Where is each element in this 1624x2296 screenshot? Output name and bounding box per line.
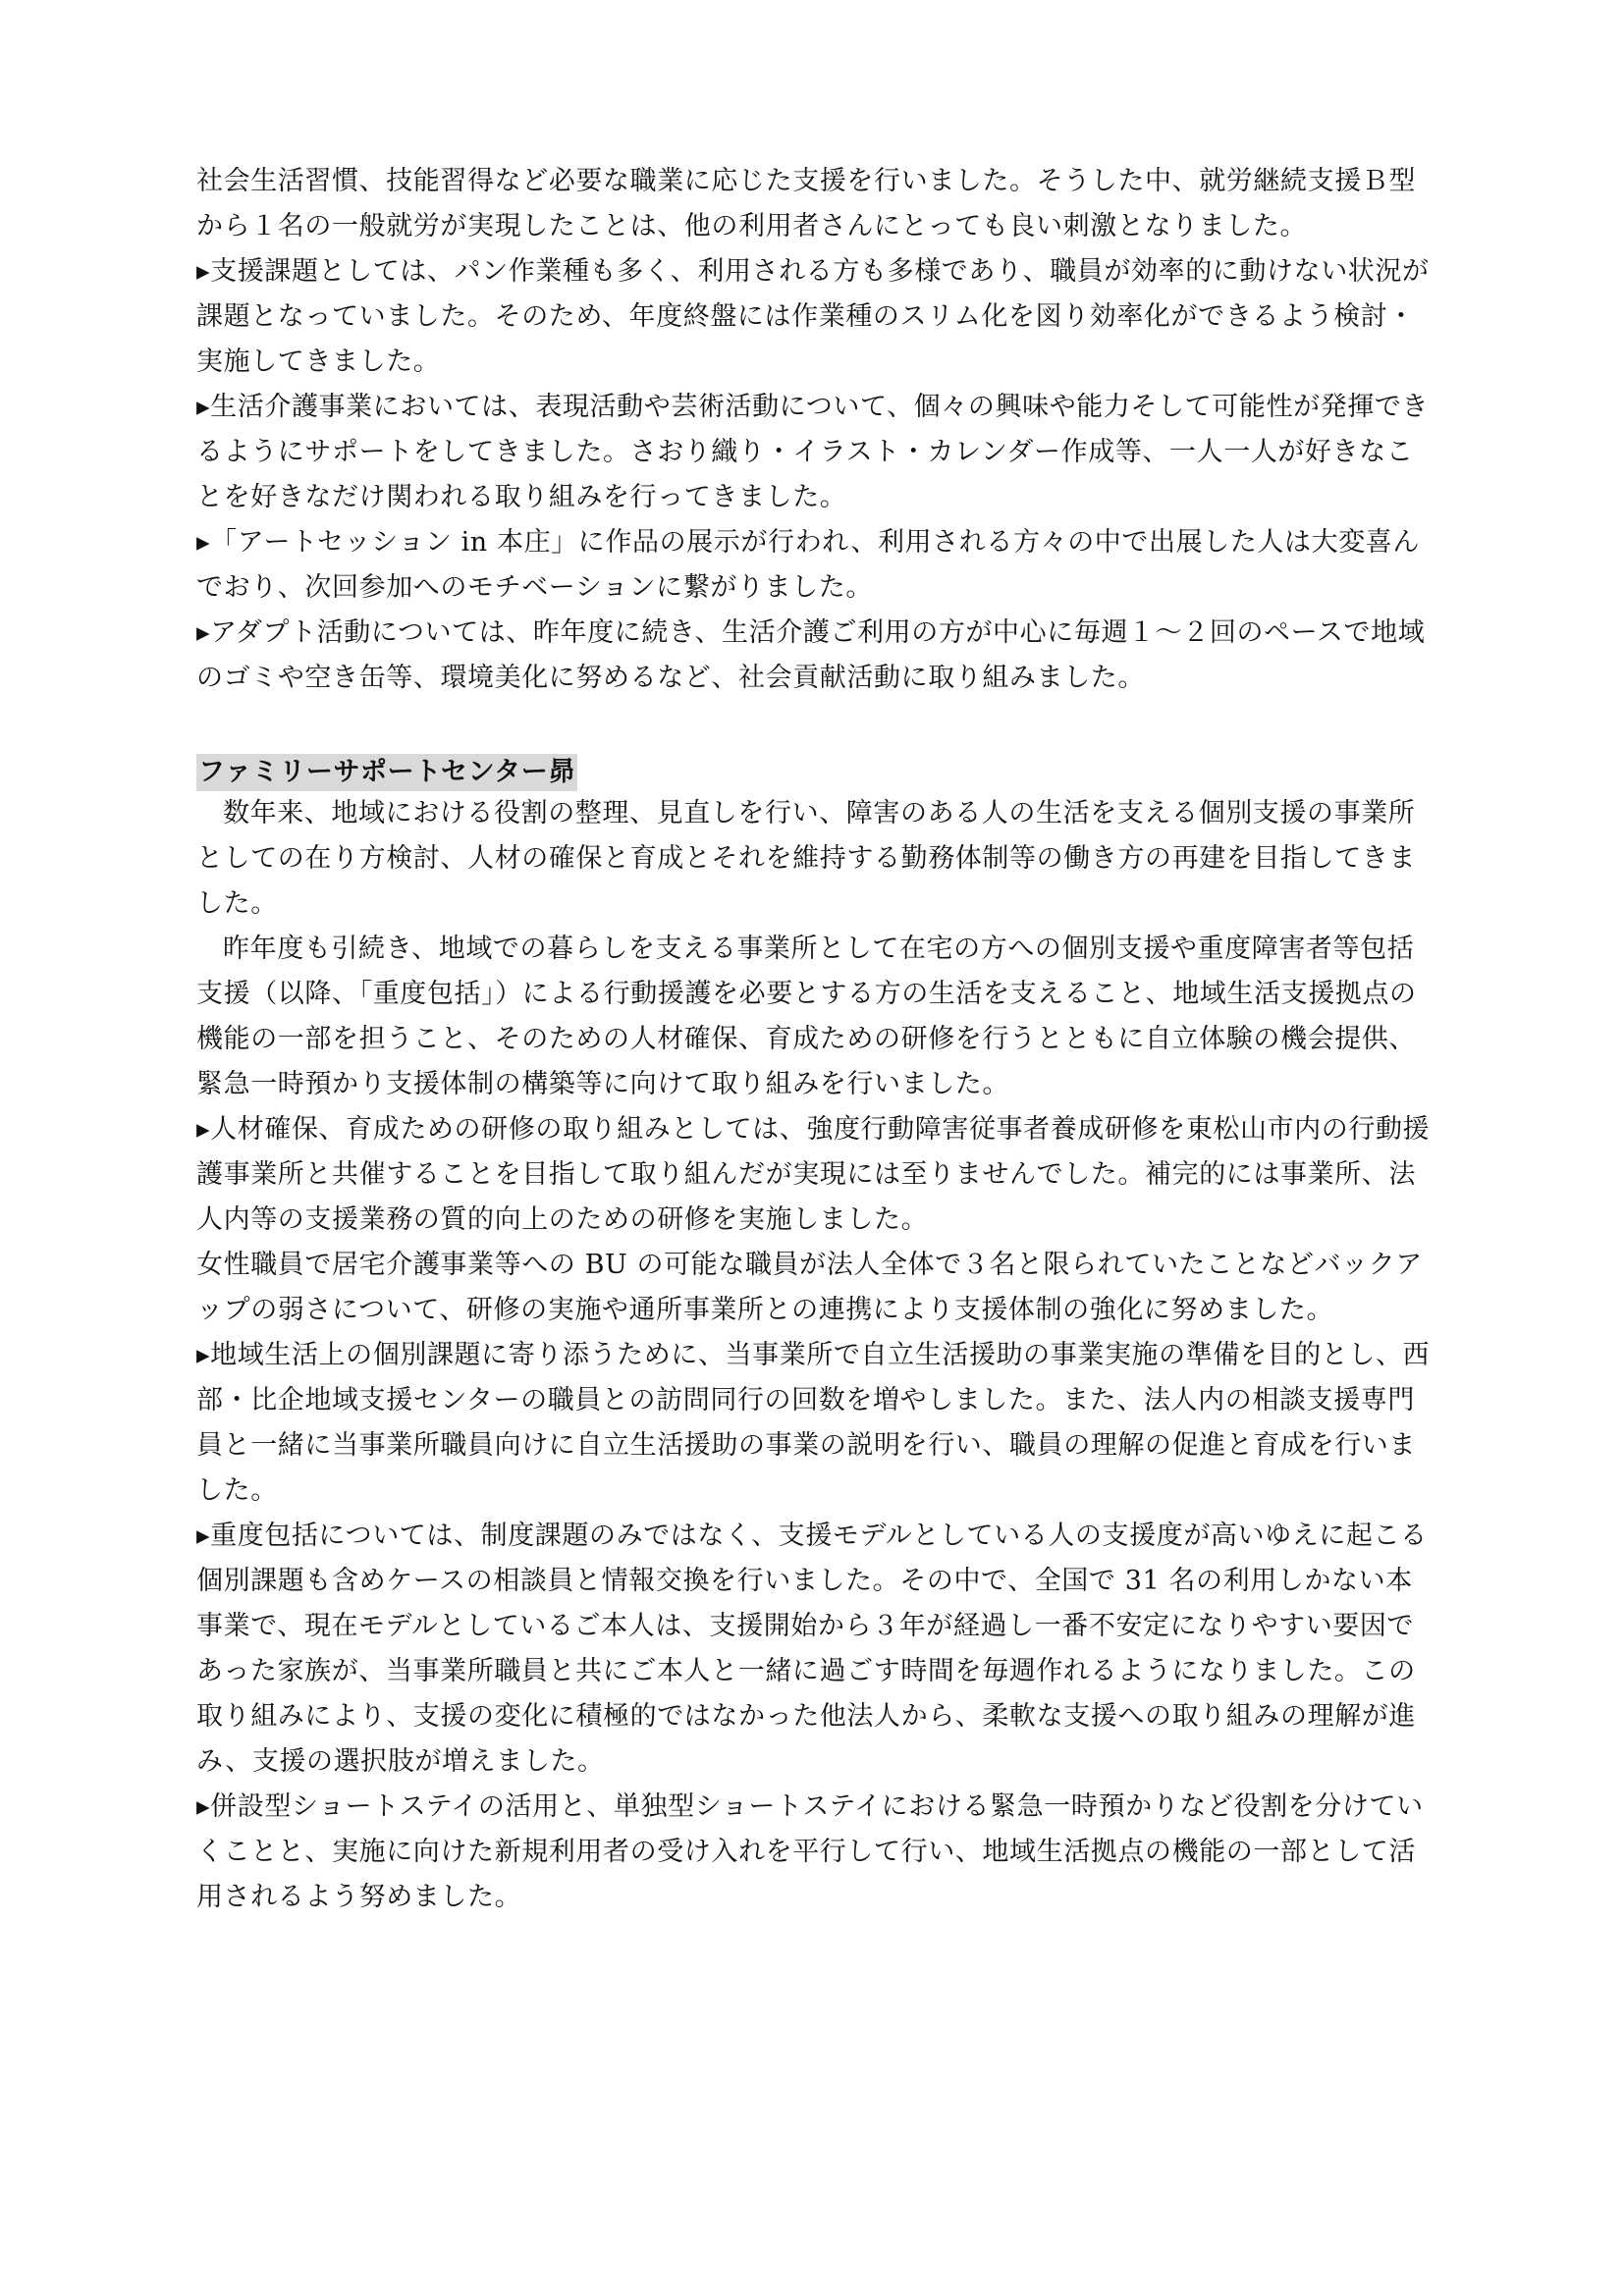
intro-paragraph-5: ▸アダプト活動については、昨年度に続き、生活介護ご利用の方が中心に毎週１～２回のペースで地域のゴミや空き缶等、環境美化に努めるなど、社会貢献活動に取り組みました。 [196, 617, 1426, 693]
section-paragraph-1: 数年来、地域における役割の整理、見直しを行い、障害のある人の生活を支える個別支援の事業所としての在り方検討、人材の確保と育成とそれを維持する勤務体制等の働き方の再建を目指してきました。 [196, 798, 1416, 919]
section-paragraph-4: 女性職員で居宅介護事業等への BU の可能な職員が法人全体で３名と限られていたことなどバックアップの弱さについて、研修の実施や通所事業所との連携により支援体制の強化に努めました。 [196, 1250, 1423, 1325]
intro-paragraph-4: ▸「アートセッション in 本庄」に作品の展示が行われ、利用される方々の中で出展した人は大変喜んでおり、次回参加へのモチベーションに繋がりました。 [196, 527, 1421, 603]
section-paragraph-2: 昨年度も引続き、地域での暮らしを支える事業所として在宅の方への個別支援や重度障害者等包括支援（以降、「重度包括」）による行動援護を必要とする方の生活を支えること、地域生活支援拠点の機能の一部を担うこと、そのための人材確保、育成ための研修を行うとともに自立体験の機会提供、緊急一時預かり支援体制の構築等に向けて取り組みを行いました。 [196, 934, 1417, 1099]
intro-paragraph-3: ▸生活介護事業においては、表現活動や芸術活動について、個々の興味や能力そして可能性が発揮できるようにサポートをしてきました。さおり織り・イラスト・カレンダー作成等、一人一人が好きなことを好きなだけ関われる取り組みを行ってきました。 [196, 392, 1430, 512]
intro-paragraph-2: ▸支援課題としては、パン作業種も多く、利用される方も多様であり、職員が効率的に動けない状況が課題となっていました。そのため、年度終盤には作業種のスリム化を図り効率化ができるよう検討・実施してきました。 [196, 256, 1430, 377]
section-paragraph-6: ▸重度包括については、制度課題のみではなく、支援モデルとしている人の支援度が高いゆえに起こる個別課題も含めケースの相談員と情報交換を行いました。その中で、全国で 31 名の利用しかない本事業で、現在モデルとしているご本人は、支援開始から３年が経過し一番不安定になりやすい要因であった家族が、当事業所職員と共にご本人と一緒に過ごす時間を毎週作れるようになりました。この取り組みにより、支援の変化に積極的ではなかった他法人から、柔軟な支援への取り組みの理解が進み、支援の選択肢が増えました。 [196, 1521, 1428, 1777]
section-paragraph-3: ▸人材確保、育成ための研修の取り組みとしては、強度行動障害従事者養成研修を東松山市内の行動援護事業所と共催することを目指して取り組んだが実現には至りませんでした。補完的には事業所、法人内等の支援業務の質的向上のための研修を実施しました。 [196, 1114, 1431, 1235]
section-paragraph-5: ▸地域生活上の個別課題に寄り添うために、当事業所で自立生活援助の事業実施の準備を目的とし、西部・比企地域支援センターの職員との訪問同行の回数を増やしました。また、法人内の相談支援専門員と一緒に当事業所職員向けに自立生活援助の事業の説明を行い、職員の理解の促進と育成を行いました。 [196, 1340, 1431, 1506]
intro-paragraph-1: 社会生活習慣、技能習得など必要な職業に応じた支援を行いました。そうした中、就労継続支援Ｂ型から１名の一般就労が実現したことは、他の利用者さんにとっても良い刺激となりました。 [196, 166, 1416, 241]
section-paragraph-7: ▸併設型ショートステイの活用と、単独型ショートステイにおける緊急一時預かりなど役割を分けていくことと、実施に向けた新規利用者の受け入れを平行して行い、地域生活拠点の機能の一部として活用されるよう努めました。 [196, 1791, 1424, 1912]
document-page [196, 159, 1434, 1920]
section-spacer [196, 701, 1434, 746]
section-heading: ファミリーサポートセンター昴 [196, 754, 577, 791]
